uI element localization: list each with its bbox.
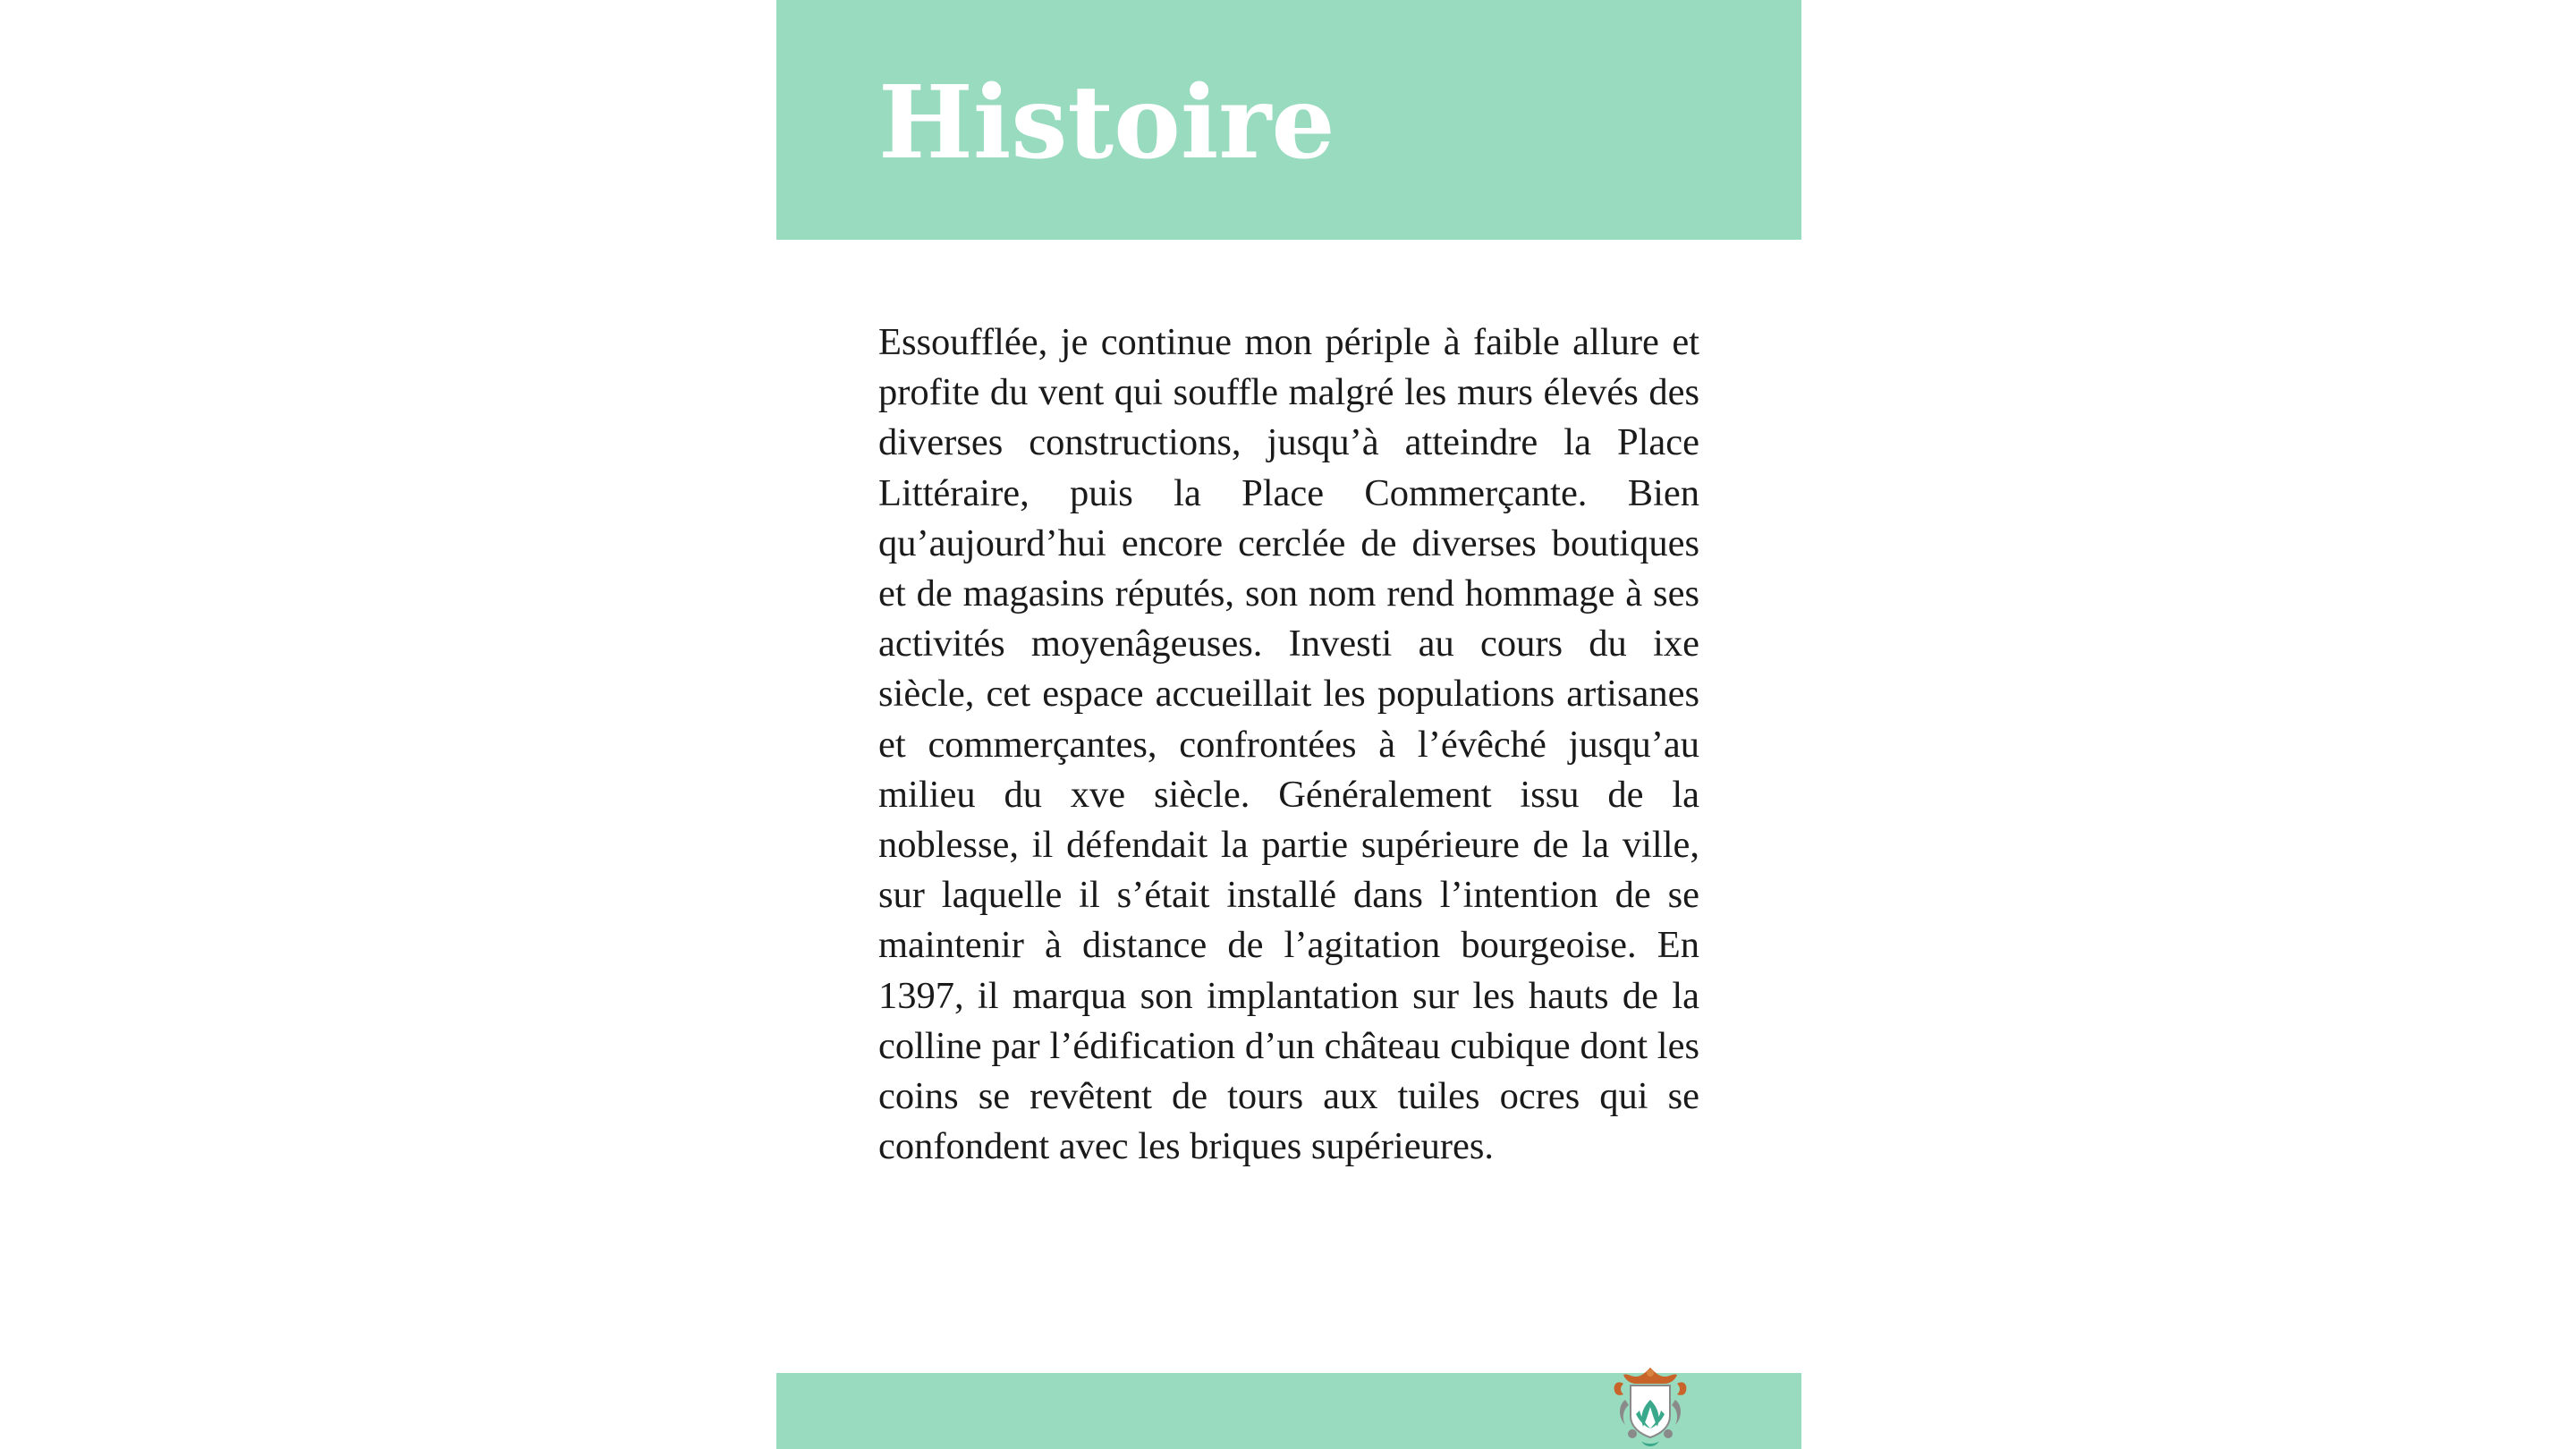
document-page bbox=[776, 0, 1801, 1449]
body-paragraph: Essoufflée, je continue mon périple à faible allure et profite du vent qui souffle malgré les murs élevés des diverses constructions, jusqu’à atteindre la Place Littéraire, puis la Place Commerçante. Bien qu’aujourd’hui encore cerclée de diverses boutiques et de magasins réputés, son nom rend hommage à ses activités moyenâgeuses. Investi au cours du ixe siècle, cet espace accueillait les populations artisanes et commerçantes, confrontées à l’évêché jusqu’au milieu du xve siècle. Généralement issu de la noblesse, il défendait la partie supérieure de la ville, sur laquelle il s’était installé dans l’intention de se maintenir à distance de l’agitation bourgeoise. En 1397, il marqua son implantation sur les hauts de la colline par l’édification d’un château cubique dont les coins se revêtent de tours aux tuiles ocres qui se confondent avec les briques supérieures. bbox=[878, 321, 1699, 1168]
page-title: Histoire bbox=[878, 64, 1335, 182]
header-band bbox=[776, 0, 1801, 240]
ornamental-crest-icon bbox=[1606, 1364, 1695, 1449]
